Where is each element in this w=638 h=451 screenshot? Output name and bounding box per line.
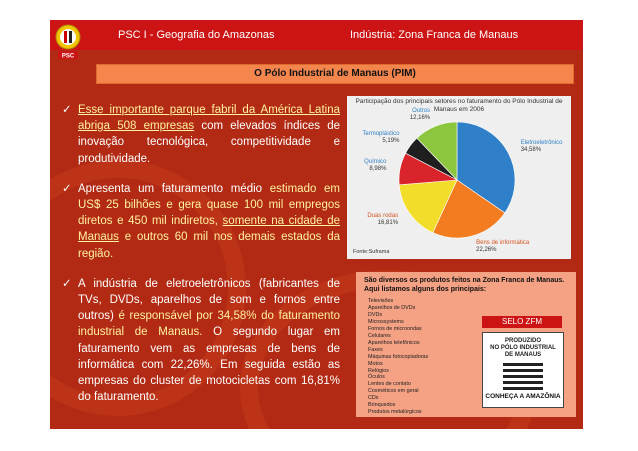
list-item: Máquinas fotocopiadoras — [368, 353, 429, 360]
list-item: Faxes — [368, 346, 383, 353]
check-icon: ✓ — [62, 182, 72, 195]
bullet-text: O segundo lugar em faturamento vem as empresas de bens de informática com 22,26%. Em seguida estão as empresas do cluster de motocicletas com 16,81% do faturamento. — [78, 326, 340, 404]
list-item: Óculos — [368, 374, 385, 381]
bullet-text-highlight: é responsável por 34,58% do faturamento industrial de Manaus. — [78, 310, 340, 339]
pie-label — [476, 240, 529, 254]
selo-image — [482, 332, 564, 408]
header-right-title: Indústria: Zona Franca de Manaus — [350, 29, 519, 41]
logo-text: PSC — [61, 53, 75, 60]
pie-label-value: 5,19% — [382, 137, 400, 144]
check-icon: ✓ — [62, 104, 72, 116]
bullet-item — [62, 276, 340, 406]
selo-brand: CONHEÇA A AMAZÔNIA — [485, 393, 561, 400]
pie-label-name: Duas rodas — [367, 213, 399, 220]
check-icon: ✓ — [62, 277, 72, 290]
bullet-text-highlight: Esse importante parque fabril da América Latina abriga 508 empresas — [78, 104, 340, 133]
list-item: Fornos de microondas — [368, 325, 422, 332]
list-item: Motos — [368, 360, 383, 367]
list-item: DVDs — [368, 311, 383, 318]
pie-label-name: Bens de informática — [476, 240, 530, 247]
list-item: Televisões — [368, 298, 394, 304]
psc-logo-icon — [54, 23, 82, 61]
pie-label — [367, 213, 398, 227]
list-item: Lentes de contato — [368, 381, 411, 388]
bullet-text: Apresenta um faturamento médio — [78, 182, 263, 195]
pie-label-value: 34,58% — [520, 147, 542, 154]
list-item: Microssystems — [368, 318, 404, 325]
bullet-item — [62, 181, 340, 262]
list-item: Aparelhos telefônicos — [368, 339, 420, 346]
pie-label-name: Outros — [412, 108, 431, 115]
bullet-item — [62, 102, 340, 167]
section-title: O Pólo Industrial de Manaus (PIM) — [96, 64, 574, 84]
header-left-title: PSC I - Geografia do Amazonas — [118, 29, 275, 41]
products-list — [368, 298, 488, 416]
list-item: Brinquedos — [368, 402, 396, 409]
bullet-text-highlight: estimado em US$ 25 bilhões e gera quase 100 mil empregos diretos e 450 mil indiretos, — [78, 182, 340, 228]
pie-label-value: 8,98% — [369, 166, 387, 173]
bullet-text-highlight: e outros 60 mil nos demais estados da região. — [78, 231, 340, 260]
pie-label-name: Eletroeletrônico — [520, 140, 563, 147]
list-item: Aparelhos de DVDs — [368, 304, 416, 311]
pie-label — [362, 131, 399, 145]
bullet-text: A indústria de eletroeletrônicos (fabricantes de TVs, DVDs, aparelhos de som e fornos entre outros) — [78, 277, 340, 323]
pie-chart-panel — [347, 96, 571, 259]
products-heading: São diversos os produtos feitos na Zona Franca de Manaus. Aqui listamos alguns dos principais: — [364, 277, 565, 293]
pie-label-value: 16,81% — [377, 220, 399, 227]
slide-header — [50, 20, 583, 60]
selo-text — [483, 338, 563, 359]
pie-label-name: Termoplástico — [362, 130, 400, 137]
selo-stripes-icon — [483, 361, 563, 391]
list-item: CDs — [368, 395, 379, 402]
bullet-list — [62, 102, 340, 419]
list-item: Produtos metalúrgicos — [368, 409, 422, 416]
chart-title: Participação dos principais setores no faturamento do Pólo Industrial de Manaus em 2006 — [355, 98, 563, 113]
pie-label-name: Químico — [364, 159, 387, 166]
pie-label-value: 12,16% — [409, 115, 431, 122]
products-panel — [356, 272, 576, 417]
list-item: Relógios — [368, 367, 389, 374]
selo-line: PRODUZIDO — [505, 338, 541, 344]
pie-label — [521, 140, 563, 154]
chart-source: Fonte:Suframa — [353, 249, 390, 255]
slide — [50, 20, 583, 429]
selo-line: NO PÓLO INDUSTRIAL — [490, 345, 556, 351]
pie-label-value: 22,26% — [476, 247, 497, 254]
selo-line: DE MANAUS — [504, 352, 542, 358]
bullet-text: com elevados índices de inovação tecnológica, competitividade e produtividade. — [78, 120, 340, 165]
list-item: Celulares — [368, 332, 391, 339]
selo-label: SELO ZFM — [482, 316, 562, 328]
bullet-text-highlight: somente na cidade de Manaus — [78, 215, 340, 244]
pie-label — [410, 108, 430, 122]
list-item: Cosméticos em geral — [368, 388, 419, 395]
pie-label — [364, 159, 386, 173]
